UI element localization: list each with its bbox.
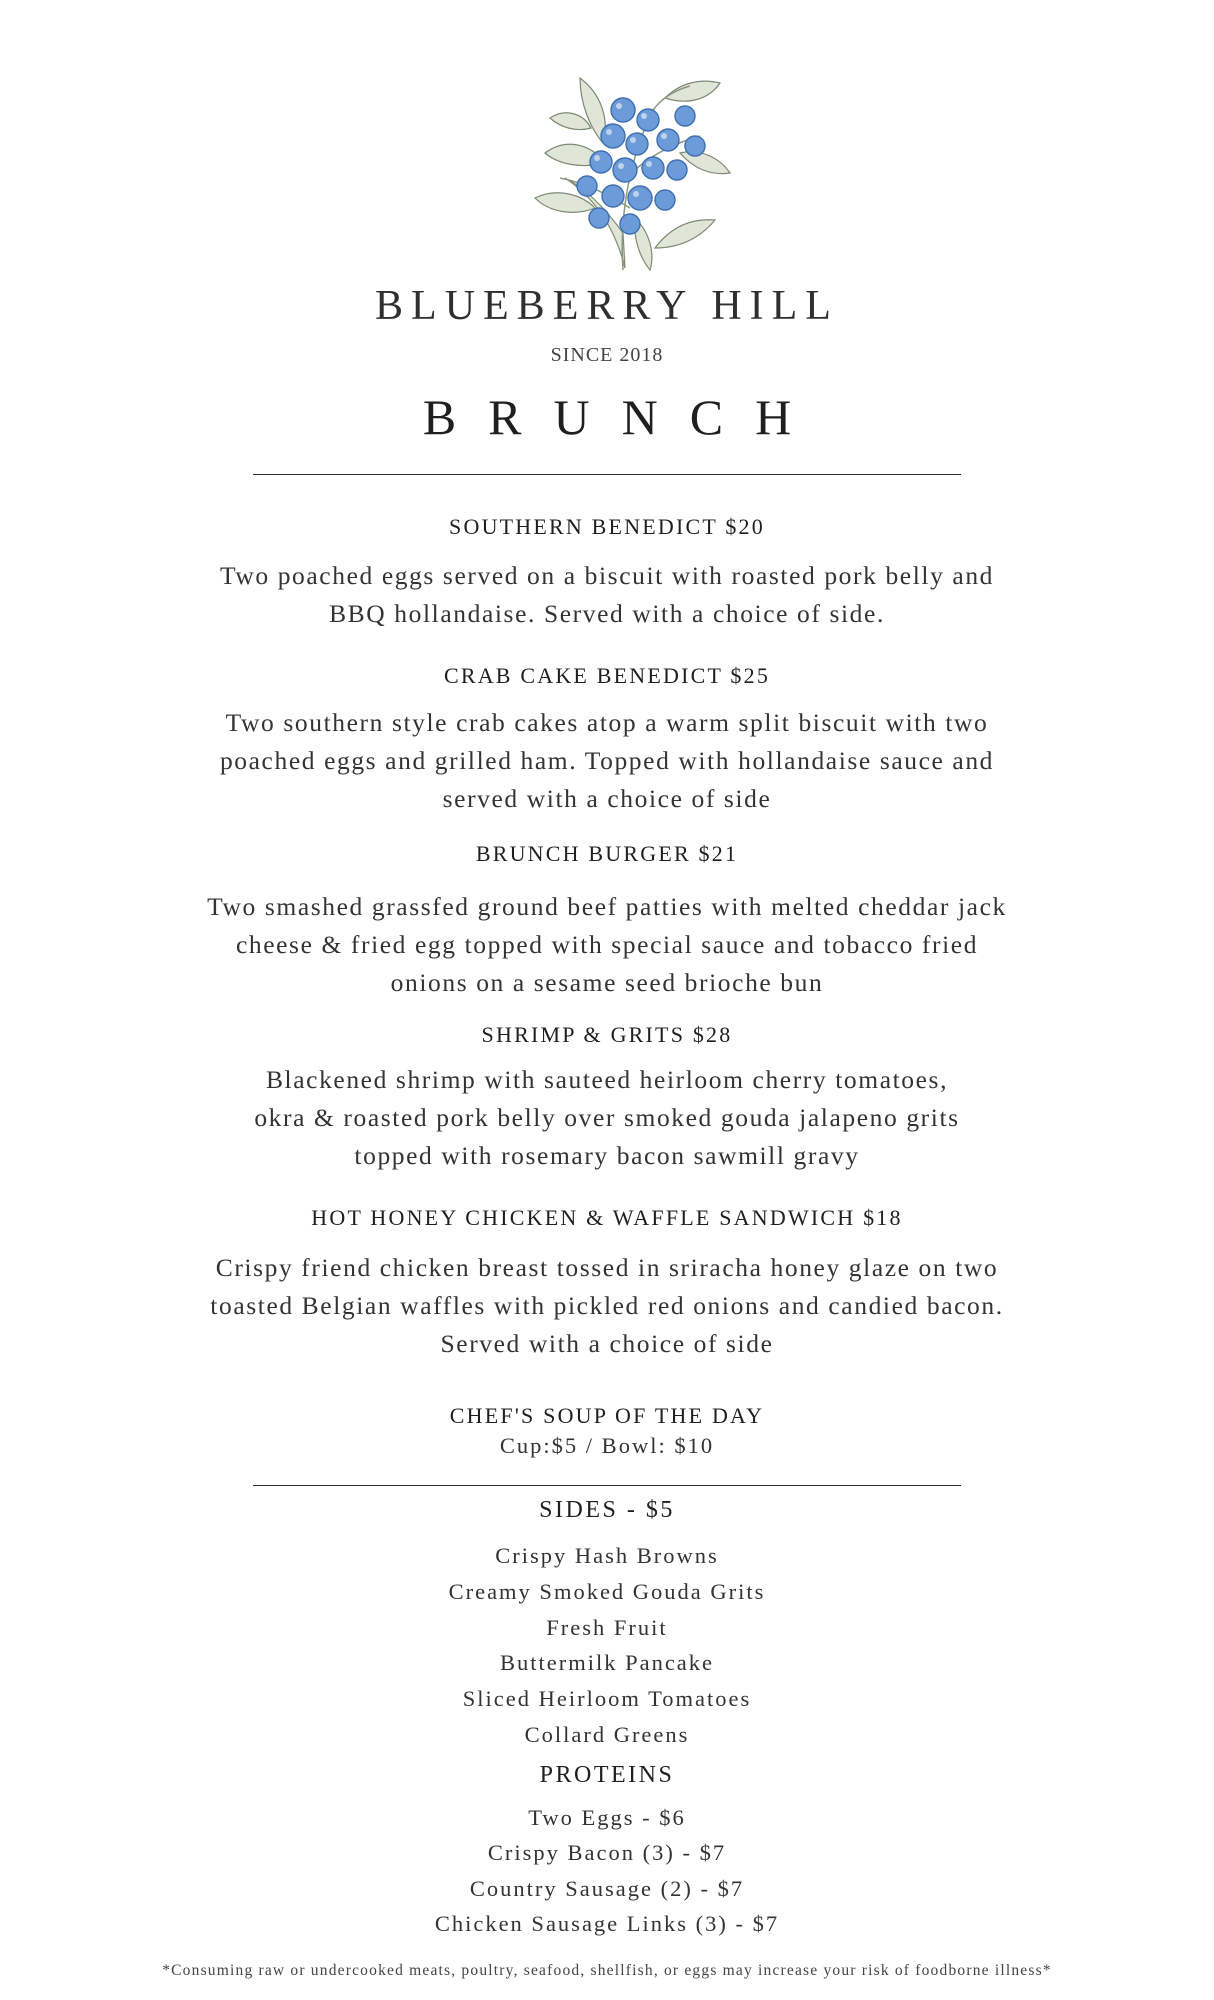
menu-item-desc-line: okra & roasted pork belly over smoked gouda jalapeno grits bbox=[254, 1103, 960, 1132]
since-label: SINCE 2018 bbox=[550, 344, 664, 366]
blueberry-branch-icon bbox=[505, 58, 735, 278]
protein-item: Chicken Sausage Links (3) - $7 bbox=[434, 1911, 780, 1936]
section-title: BRUNCH bbox=[422, 389, 824, 445]
menu-item-desc-line: Two smashed grassfed ground beef patties with melted cheddar jack bbox=[207, 892, 1007, 921]
protein-item: Crispy Bacon (3) - $7 bbox=[487, 1840, 727, 1865]
protein-item: Country Sausage (2) - $7 bbox=[469, 1876, 745, 1901]
side-item: Collard Greens bbox=[524, 1722, 690, 1747]
menu-item-desc-line: poached eggs and grilled ham. Topped with hollandaise sauce and bbox=[219, 746, 995, 775]
side-item: Buttermilk Pancake bbox=[499, 1650, 715, 1675]
menu-item-desc-line: onions on a sesame seed brioche bun bbox=[390, 968, 824, 997]
side-item: Fresh Fruit bbox=[546, 1615, 668, 1640]
menu-item-title: SOUTHERN BENEDICT $20 bbox=[449, 514, 765, 539]
sides-heading: SIDES - $5 bbox=[539, 1497, 675, 1523]
proteins-heading: PROTEINS bbox=[539, 1762, 675, 1788]
disclaimer: *Consuming raw or undercooked meats, poultry, seafood, shellfish, or eggs may increase your risk of foodborne illness* bbox=[162, 1962, 1052, 1979]
menu-item-desc-line: BBQ hollandaise. Served with a choice of side. bbox=[329, 599, 885, 628]
menu-item-desc-line: cheese & fried egg topped with special sauce and tobacco fried bbox=[235, 930, 979, 959]
side-item: Crispy Hash Browns bbox=[495, 1543, 719, 1568]
menu-item-desc-line: Crispy friend chicken breast tossed in sriracha honey glaze on two bbox=[215, 1253, 999, 1282]
menu-item-desc-line: Two southern style crab cakes atop a warm split biscuit with two bbox=[225, 708, 989, 737]
divider bbox=[253, 1485, 961, 1486]
protein-item: Two Eggs - $6 bbox=[528, 1805, 686, 1830]
menu-item-desc-line: Blackened shrimp with sauteed heirloom cherry tomatoes, bbox=[265, 1065, 949, 1094]
menu-item-desc-line: served with a choice of side bbox=[442, 784, 772, 813]
menu-item-desc-line: Served with a choice of side bbox=[440, 1329, 774, 1358]
brand-name: BLUEBERRY HILL bbox=[375, 283, 839, 329]
menu-item-desc-line: Two poached eggs served on a biscuit with roasted pork belly and bbox=[219, 561, 995, 590]
side-item: Creamy Smoked Gouda Grits bbox=[448, 1579, 766, 1604]
menu-item-title: CRAB CAKE BENEDICT $25 bbox=[443, 663, 771, 688]
menu-item-desc-line: toasted Belgian waffles with pickled red onions and candied bacon. bbox=[210, 1291, 1004, 1320]
soup-title: CHEF'S SOUP OF THE DAY bbox=[449, 1403, 765, 1428]
menu-item-title: BRUNCH BURGER $21 bbox=[475, 841, 739, 866]
menu-item-title: HOT HONEY CHICKEN & WAFFLE SANDWICH $18 bbox=[311, 1205, 903, 1230]
soup-price: Cup:$5 / Bowl: $10 bbox=[499, 1433, 715, 1458]
menu-item-title: SHRIMP & GRITS $28 bbox=[481, 1022, 733, 1047]
menu-item-desc-line: topped with rosemary bacon sawmill gravy bbox=[354, 1141, 860, 1170]
side-item: Sliced Heirloom Tomatoes bbox=[462, 1686, 752, 1711]
divider bbox=[253, 474, 961, 475]
